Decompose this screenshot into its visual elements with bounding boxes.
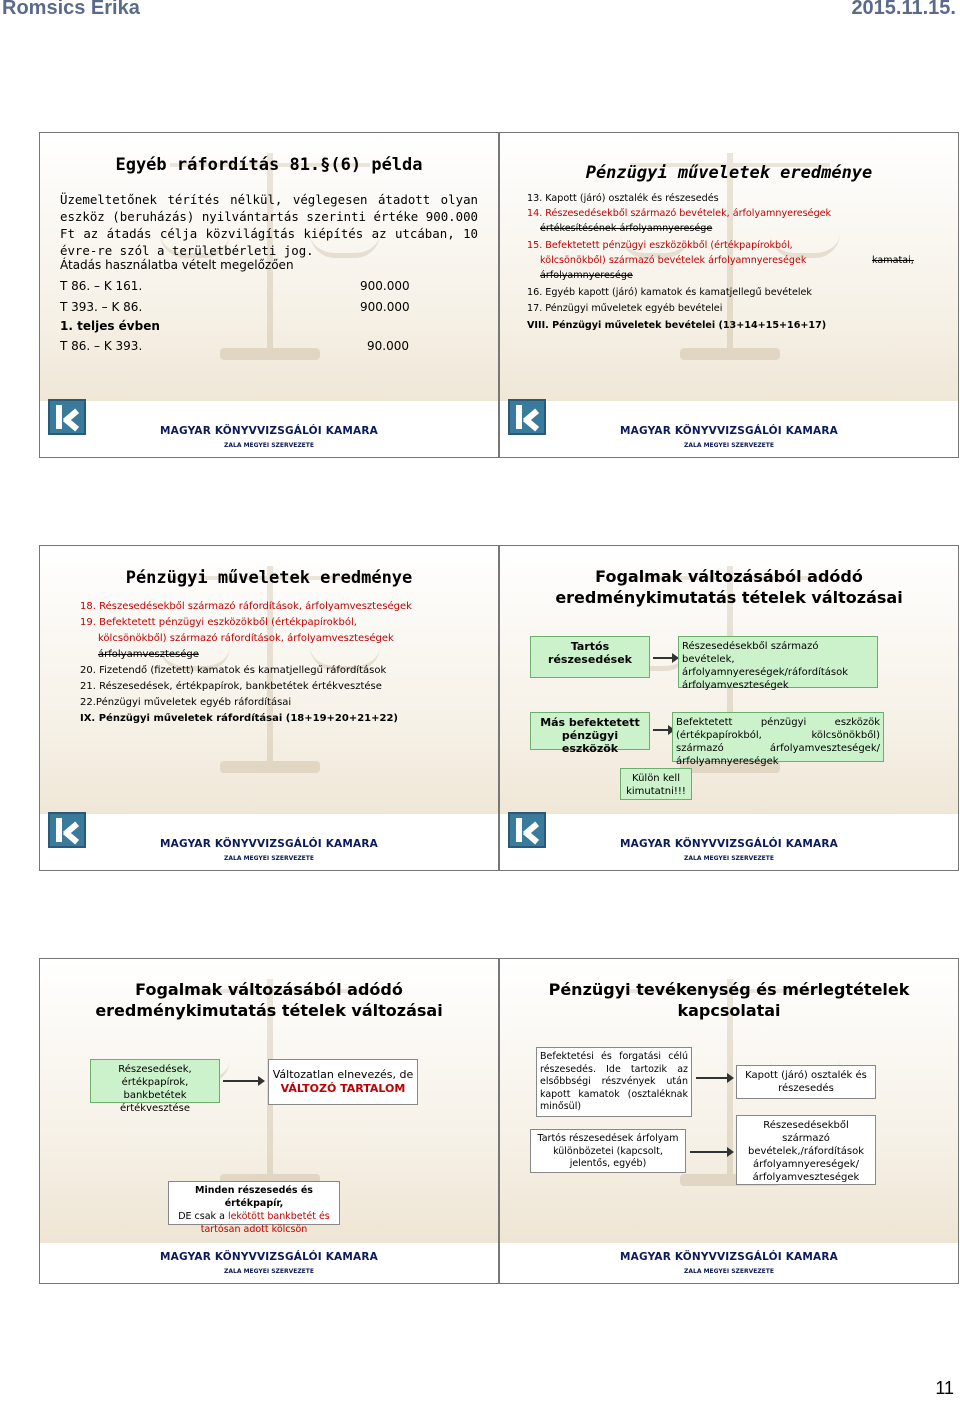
list-total: VIII. Pénzügyi műveletek bevételei (13+14+15+16+17) — [527, 320, 827, 331]
list-item-strike: árfolyamnyeresége — [540, 270, 633, 281]
slide-title: Pénzügyi műveletek eredménye — [125, 568, 413, 588]
concept-box: Tartós részesedések — [530, 636, 650, 678]
concept-box — [268, 1059, 418, 1105]
arrow-right-icon — [653, 729, 673, 731]
list-item: 18. Részesedésekből származó ráfordítások, árfolyamveszteségek — [80, 601, 412, 612]
slide-4 — [499, 545, 959, 871]
org-name: MAGYAR KÖNYVVIZSGÁLÓI KAMARA — [160, 1251, 378, 1263]
entry-label: T 393. – K 86. — [60, 300, 143, 314]
org-name: MAGYAR KÖNYVVIZSGÁLÓI KAMARA — [160, 838, 378, 850]
box-text: DE csak a — [178, 1211, 225, 1222]
org-subname: ZALA MEGYEI SZERVEZETE — [684, 855, 774, 862]
list-item-strike: árfolyamvesztesége — [98, 649, 199, 660]
slide-footer — [40, 814, 498, 870]
slide-footer — [500, 1243, 958, 1283]
list-item: 20. Fizetendő (fizetett) kamatok és kamatjellegű ráfordítások — [80, 665, 387, 676]
page-number: 11 — [935, 1378, 954, 1398]
concept-box — [168, 1181, 340, 1235]
slide-title: Egyéb ráfordítás 81.§(6) példa — [115, 155, 423, 175]
arrow-right-icon — [653, 657, 677, 659]
list-item: kölcsönökből) származó ráfordítások, árfolyamveszteségek — [98, 633, 394, 644]
list-total: IX. Pénzügyi műveletek ráfordításai (18+19+20+21+22) — [80, 713, 399, 724]
concept-box: Kapott (járó) osztalék és részesedés — [736, 1065, 876, 1099]
page-header — [0, 0, 960, 24]
list-item-strike: kamatai, — [872, 255, 914, 266]
slide-6 — [499, 958, 959, 1284]
org-name: MAGYAR KÖNYVVIZSGÁLÓI KAMARA — [620, 425, 838, 437]
concept-box: Részesedésekből származó bevételek,/ráfordítások árfolyamnyereségek/ árfolyamveszteségek — [736, 1115, 876, 1185]
slide-title: Fogalmak változásából adódó eredménykimutatás tételek változásai — [95, 980, 443, 1020]
list-item: 14. Részesedésekből származó bevételek, árfolyamnyereségek — [527, 208, 832, 219]
slide-footer — [500, 401, 958, 457]
slide-1 — [39, 132, 499, 458]
concept-box: Befektetett pénzügyi eszközök (értékpapírokból, kölcsönökből) származó árfolyamveszteségek/ árfolyamnyereségek — [672, 712, 884, 762]
document-date: 2015.11.15. — [851, 0, 956, 19]
entry-value: 90.000 — [367, 339, 409, 353]
entry-heading: 1. teljes évben — [60, 319, 160, 333]
org-subname: ZALA MEGYEI SZERVEZETE — [224, 442, 314, 449]
list-item-strike: értékesítésének árfolyamnyeresége — [540, 223, 713, 234]
slide-footer — [500, 814, 958, 870]
list-item: kölcsönökből) származó bevételek árfolyamnyereségek — [540, 255, 807, 266]
org-subname: ZALA MEGYEI SZERVEZETE — [684, 1268, 774, 1275]
concept-box: Más befektetett pénzügyi eszközök — [530, 712, 650, 750]
org-name: MAGYAR KÖNYVVIZSGÁLÓI KAMARA — [620, 838, 838, 850]
org-subname: ZALA MEGYEI SZERVEZETE — [224, 855, 314, 862]
box-text: Minden részesedés és értékpapír, — [195, 1185, 313, 1209]
entry-label: T 86. – K 161. — [60, 279, 143, 293]
slide-2 — [499, 132, 959, 458]
concept-box: Befektetési és forgatási célú részesedés. Ide tartozik az elsőbbségi részvények után kapott kamatok (osztaléknak minősül) — [536, 1047, 692, 1117]
entry-value: 900.000 — [360, 300, 410, 314]
arrow-right-icon — [690, 1151, 732, 1153]
slide-title: Fogalmak változásából adódó eredménykimutatás tételek változásai — [555, 567, 903, 607]
arrow-right-icon — [223, 1080, 263, 1082]
concept-box: Részesedésekből származó bevételek, árfolyamnyereségek/ráfordítások árfolyamveszteségek — [678, 636, 878, 688]
slide-title: Pénzügyi tevékenység és mérlegtételek kapcsolatai — [548, 980, 910, 1020]
org-name: MAGYAR KÖNYVVIZSGÁLÓI KAMARA — [160, 425, 378, 437]
entry-label: T 86. – K 393. — [60, 339, 143, 353]
slide-3 — [39, 545, 499, 871]
concept-box: Tartós részesedések árfolyam különbözetei (kapcsolt, jelentős, egyéb) — [530, 1129, 686, 1173]
list-item: 16. Egyéb kapott (járó) kamatok és kamatjellegű bevételek — [527, 287, 812, 298]
author-name: Romsics Erika — [2, 0, 140, 19]
box-text: Változatlan elnevezés, de — [272, 1068, 414, 1081]
list-item: 22.Pénzügyi műveletek egyéb ráfordításai — [80, 697, 292, 708]
entry-value: 900.000 — [360, 279, 410, 293]
org-name: MAGYAR KÖNYVVIZSGÁLÓI KAMARA — [620, 1251, 838, 1263]
slide-footer — [40, 1243, 498, 1283]
list-item: 19. Befektetett pénzügyi eszközökből (értékpapírokból, — [80, 617, 357, 628]
org-subname: ZALA MEGYEI SZERVEZETE — [224, 1268, 314, 1275]
note-box: Külön kell kimutatni!!! — [620, 768, 692, 800]
list-item: 21. Részesedések, értékpapírok, bankbetétek értékvesztése — [80, 681, 382, 692]
box-text-emphasis: VÁLTOZÓ TARTALOM — [280, 1082, 406, 1095]
list-item: 13. Kapott (járó) osztalék és részesedés — [527, 193, 719, 204]
org-subname: ZALA MEGYEI SZERVEZETE — [684, 442, 774, 449]
slide-title: Pénzügyi műveletek eredménye — [585, 163, 873, 183]
list-item: 15. Befektetett pénzügyi eszközökből (értékpapírokból, — [527, 240, 793, 251]
text-line: Átadás használatba vételt megelőzően — [60, 258, 294, 272]
concept-box: Részesedések, értékpapírok, bankbetétek értékvesztése — [90, 1059, 220, 1103]
box-text-emphasis: lekötött bankbetét és tartósan adott kölcsön — [200, 1211, 330, 1235]
slide-footer — [40, 401, 498, 457]
list-item: 17. Pénzügyi műveletek egyéb bevételei — [527, 303, 723, 314]
arrow-right-icon — [696, 1077, 732, 1079]
slide-5 — [39, 958, 499, 1284]
slide-paragraph: Üzemeltetőnek térítés nélkül, véglegesen átadott olyan eszköz (beruházás) nyilvántartás szerinti értéke 900.000 Ft az átadás célja közvilágítás kiépítés az utcában, 10 évre-re szól a területbérleti jog. — [60, 192, 478, 258]
